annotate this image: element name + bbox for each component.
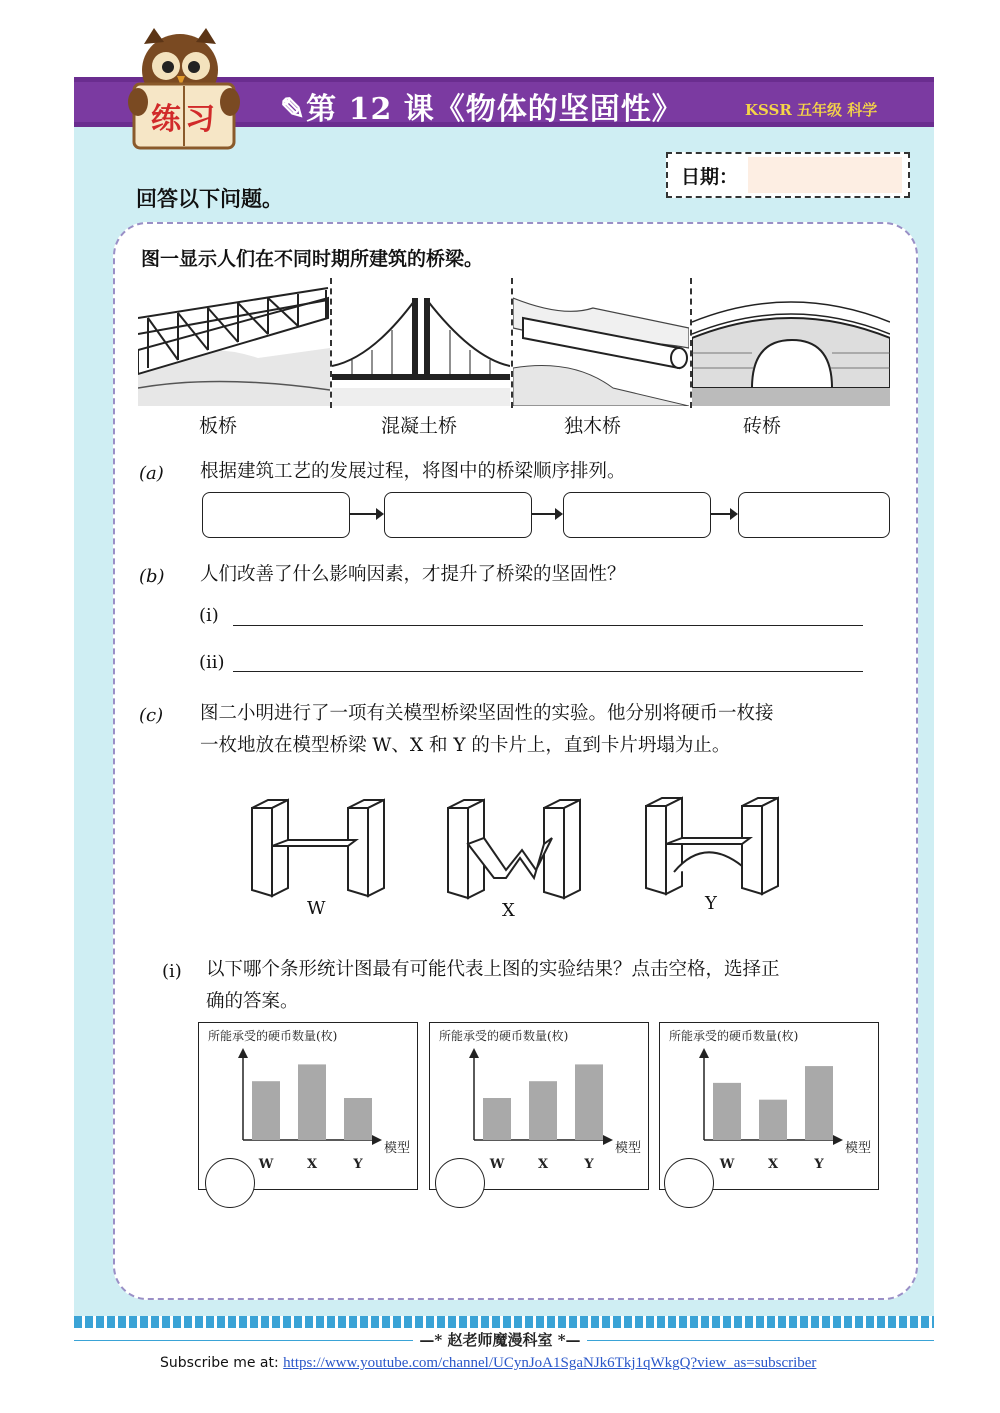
bridge-label: 混凝土桥: [381, 415, 458, 437]
chart-xlabel: 模型: [845, 1141, 872, 1156]
subject-tag: KSSR 五年级 科学: [745, 101, 878, 119]
arrow-icon: [711, 513, 736, 515]
subscribe-line: [160, 1355, 816, 1372]
question-c-sub-line2: 确的答案。: [206, 991, 299, 1012]
chart-bar: [759, 1100, 787, 1140]
bottom-stripe: [74, 1316, 934, 1328]
chart-tick-label: Y: [353, 1157, 363, 1172]
model-label: X: [502, 900, 515, 921]
chart-title: 所能承受的硬币数量(枚): [208, 1029, 338, 1043]
chart-tick-label: W: [258, 1157, 274, 1172]
question-a-text: 根据建筑工艺的发展过程，将图中的桥梁顺序排列。: [200, 461, 626, 482]
chart-title: 所能承受的硬币数量(枚): [439, 1029, 569, 1043]
question-c-sub-mark: (i): [162, 961, 182, 982]
answer-option-2-radio[interactable]: [435, 1158, 485, 1208]
bridge-label: 板桥: [199, 415, 238, 437]
chart-tick-label: X: [537, 1157, 549, 1172]
chart-tick-label: W: [719, 1157, 735, 1172]
chart-title: 所能承受的硬币数量(枚): [669, 1029, 799, 1043]
chart-tick-label: Y: [584, 1157, 594, 1172]
question-a-mark: (a): [139, 463, 164, 484]
chart-xlabel: 模型: [615, 1141, 642, 1156]
chart-tick-label: X: [306, 1157, 318, 1172]
log-bridge-image: [513, 278, 689, 406]
model-bridge-x-image: [444, 798, 584, 902]
question-b-text: 人们改善了什么影响因素，才提升了桥梁的坚固性？: [200, 564, 626, 585]
model-bridge-w-image: [248, 798, 388, 898]
chart-bar: [713, 1083, 741, 1140]
lesson-title: ✎第 12 课《物体的坚固性》: [280, 92, 683, 127]
order-answer-box-3[interactable]: [563, 492, 711, 538]
arrow-icon: [350, 513, 382, 515]
chart-bar: [529, 1081, 557, 1140]
chart-bar: [483, 1098, 511, 1140]
x-axis-arrow-icon: [833, 1135, 843, 1145]
y-axis-arrow-icon: [699, 1048, 709, 1058]
bridge-label: 独木桥: [564, 415, 622, 437]
answer-option-3-radio[interactable]: [664, 1158, 714, 1208]
question-c-mark: (c): [139, 705, 164, 726]
answer-line-i[interactable]: [233, 625, 863, 626]
subscribe-label: Subscribe me at:: [160, 1355, 284, 1371]
date-label: 日期：: [681, 166, 739, 188]
chart-bar: [805, 1066, 833, 1140]
x-axis-arrow-icon: [603, 1135, 613, 1145]
model-label: Y: [705, 893, 717, 914]
x-axis-arrow-icon: [372, 1135, 382, 1145]
question-b-mark: (b): [139, 566, 165, 587]
brick-bridge-image: [692, 278, 890, 406]
model-bridge-y-image: [642, 796, 782, 896]
practice-label: 练习: [151, 102, 219, 137]
footer-brand: [0, 1329, 1000, 1350]
bridge-label: 砖桥: [743, 415, 782, 437]
chart-xlabel: 模型: [384, 1141, 411, 1156]
chart-bar: [575, 1064, 603, 1140]
model-label: W: [307, 898, 326, 919]
chart-tick-label: X: [767, 1157, 779, 1172]
order-answer-box-2[interactable]: [384, 492, 532, 538]
plank-bridge-image: [138, 278, 330, 406]
arrow-icon: [532, 513, 561, 515]
figure1-intro: 图一显示人们在不同时期所建筑的桥梁。: [141, 248, 484, 270]
chart-bar: [298, 1064, 326, 1140]
answer-option-1-radio[interactable]: [205, 1158, 255, 1208]
y-axis-arrow-icon: [238, 1048, 248, 1058]
instruction-text: 回答以下问题。: [136, 187, 283, 211]
chart-tick-label: W: [489, 1157, 505, 1172]
answer-line-ii[interactable]: [233, 671, 863, 672]
chart-bar: [344, 1098, 372, 1140]
question-c-sub-line1: 以下哪个条形统计图最有可能代表上图的实验结果？点击空格，选择正: [206, 959, 780, 980]
date-input[interactable]: [748, 157, 902, 193]
question-c-line1: 图二小明进行了一项有关模型桥梁坚固性的实验。他分别将硬币一枚接: [200, 703, 774, 724]
subscribe-link[interactable]: https://www.youtube.com/channel/UCynJoA1SgaNJk6Tkj1qWkgQ?view_as=subscriber: [283, 1355, 817, 1371]
order-answer-box-1[interactable]: [202, 492, 350, 538]
question-b-part-mark: (i): [199, 605, 219, 626]
question-c-line2: 一枚地放在模型桥梁 W、X 和 Y 的卡片上，直到卡片坍塌为止。: [200, 735, 731, 756]
question-b-part-mark: (ii): [199, 652, 225, 673]
chart-tick-label: Y: [814, 1157, 824, 1172]
footer-brand-text: —* 赵老师魔漫科室 *—: [413, 1331, 586, 1349]
y-axis-arrow-icon: [469, 1048, 479, 1058]
concrete-bridge-image: [332, 278, 510, 406]
order-answer-box-4[interactable]: [738, 492, 890, 538]
chart-bar: [252, 1081, 280, 1140]
